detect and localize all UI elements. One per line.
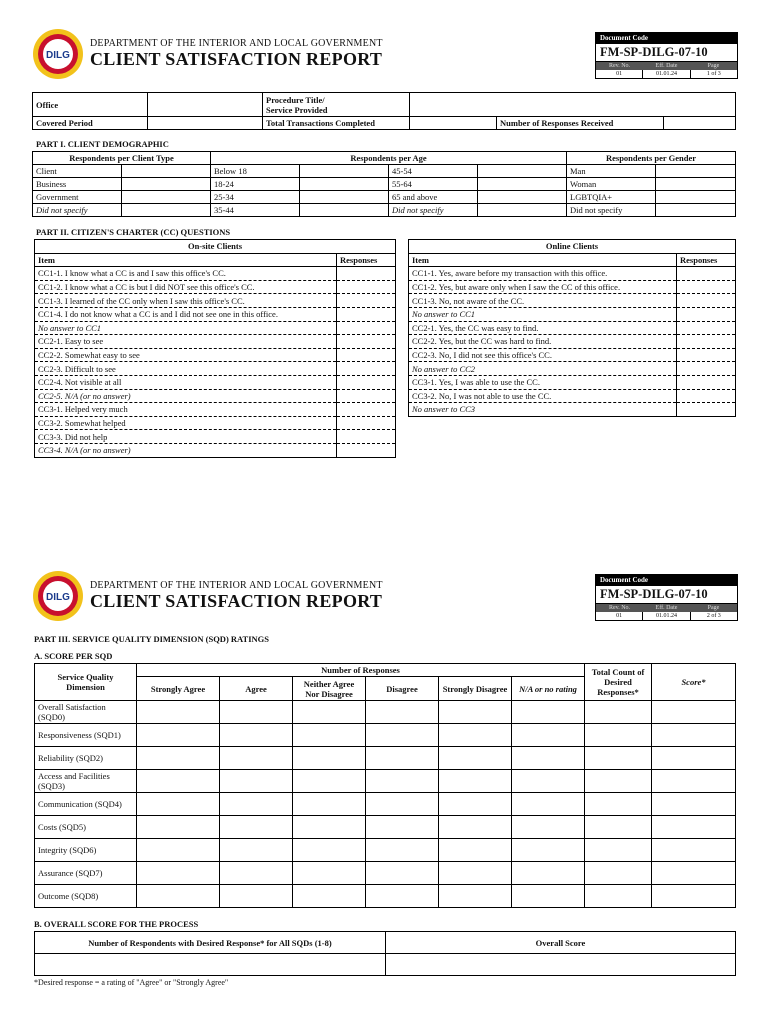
table-row [33, 165, 736, 178]
page-1 [0, 0, 768, 500]
response-cell[interactable] [293, 862, 366, 885]
age-label: Did not specify [389, 204, 478, 217]
response-cell[interactable] [478, 165, 567, 178]
table-row [35, 793, 736, 816]
table-row [409, 348, 736, 362]
response-cell[interactable] [677, 362, 736, 376]
online-item: CC2-3. No, I did not see this office's CC. [409, 348, 677, 362]
response-cell[interactable] [585, 885, 652, 908]
response-cell[interactable] [366, 885, 439, 908]
table-row [33, 117, 736, 130]
age-label: 45-54 [389, 165, 478, 178]
response-cell[interactable] [337, 416, 396, 430]
response-cell[interactable] [293, 816, 366, 839]
response-cell[interactable] [478, 191, 567, 204]
response-cell[interactable] [366, 793, 439, 816]
onsite-item: CC3-4. N/A (or no answer) [35, 443, 337, 457]
response-cell[interactable] [220, 885, 293, 908]
response-cell[interactable] [137, 793, 220, 816]
response-cell[interactable] [512, 793, 585, 816]
type-label: Government [33, 191, 122, 204]
table-row [409, 389, 736, 403]
page-label: Page [690, 62, 737, 70]
total-value[interactable] [410, 117, 497, 130]
online-item: No answer to CC2 [409, 362, 677, 376]
response-cell[interactable] [585, 816, 652, 839]
table-row [409, 267, 736, 281]
table-row [35, 430, 396, 444]
response-cell[interactable] [337, 375, 396, 389]
doc-code-label: Document Code [596, 33, 737, 44]
table-row [35, 724, 736, 747]
table-row [35, 839, 736, 862]
response-cell[interactable] [677, 321, 736, 335]
response-cell[interactable] [585, 747, 652, 770]
rev-label: Rev. No. [596, 62, 643, 70]
response-cell[interactable] [585, 701, 652, 724]
item-label: Item [409, 253, 677, 267]
response-cell[interactable] [337, 389, 396, 403]
table-row [33, 93, 736, 117]
page-no: 2 of 3 [706, 613, 721, 619]
type-header: Respondents per Client Type [33, 152, 211, 165]
covered-label: Covered Period [33, 117, 148, 130]
response-cell[interactable] [220, 793, 293, 816]
response-cell[interactable] [337, 430, 396, 444]
response-cell[interactable] [677, 348, 736, 362]
response-cell[interactable] [366, 770, 439, 793]
response-cell[interactable] [122, 165, 211, 178]
response-cell[interactable] [652, 839, 736, 862]
response-cell[interactable] [137, 770, 220, 793]
response-cell[interactable] [300, 191, 389, 204]
doc-code: FM-SP-DILG-07-10 [596, 586, 737, 604]
response-cell[interactable] [293, 701, 366, 724]
online-item: CC3-1. Yes, I was able to use the CC. [409, 375, 677, 389]
gender-label: LGBTQIA+ [567, 191, 656, 204]
col-number: Number of Responses [137, 664, 585, 677]
response-cell[interactable] [677, 267, 736, 281]
age-label: 55-64 [389, 178, 478, 191]
response-cell[interactable] [512, 839, 585, 862]
response-cell[interactable] [585, 724, 652, 747]
response-cell[interactable] [366, 724, 439, 747]
response-cell[interactable] [293, 885, 366, 908]
table-row [33, 152, 736, 165]
table-row [35, 389, 396, 403]
response-cell[interactable] [220, 862, 293, 885]
part3-title: PART III. SERVICE QUALITY DIMENSION (SQD) RATINGS [34, 634, 270, 644]
page-2 [0, 560, 768, 1024]
page-label: Page [690, 604, 737, 612]
response-cell[interactable] [220, 770, 293, 793]
table-row [35, 348, 396, 362]
dilg-seal-icon [32, 570, 84, 622]
sqd-row-label: Costs (SQD5) [35, 816, 137, 839]
response-cell[interactable] [137, 839, 220, 862]
online-item: No answer to CC3 [409, 403, 677, 417]
table-row [33, 204, 736, 217]
demographic-table [32, 151, 736, 217]
table-row [35, 307, 396, 321]
table-row [35, 443, 396, 457]
response-cell[interactable] [439, 839, 512, 862]
response-cell[interactable] [337, 443, 396, 457]
response-cell[interactable] [512, 862, 585, 885]
response-cell[interactable] [478, 178, 567, 191]
table-row [35, 816, 736, 839]
response-cell[interactable] [585, 862, 652, 885]
age-label: 25-34 [211, 191, 300, 204]
response-cell[interactable] [300, 204, 389, 217]
table-row [35, 416, 396, 430]
document-code-box [595, 574, 738, 621]
table-row [409, 375, 736, 389]
response-cell[interactable] [656, 178, 736, 191]
table-row [409, 253, 736, 267]
response-cell[interactable] [337, 362, 396, 376]
covered-value[interactable] [148, 117, 263, 130]
part3-sub-a: A. SCORE PER SQD [34, 651, 113, 661]
age-header: Respondents per Age [211, 152, 567, 165]
procedure-value[interactable] [410, 93, 736, 117]
response-cell[interactable] [300, 178, 389, 191]
rev-label: Rev. No. [596, 604, 643, 612]
sqd-row-label: Access and Facilities (SQD3) [35, 770, 137, 793]
age-label: 18-24 [211, 178, 300, 191]
age-label: Below 18 [211, 165, 300, 178]
response-cell[interactable] [137, 885, 220, 908]
onsite-item: CC2-4. Not visible at all [35, 375, 337, 389]
table-row [35, 954, 736, 976]
part2-title: PART II. CITIZEN'S CHARTER (CC) QUESTIONS [36, 227, 231, 237]
overall-score-value[interactable] [386, 954, 736, 976]
response-cell[interactable] [652, 701, 736, 724]
sqd-table [34, 663, 736, 908]
response-cell[interactable] [337, 280, 396, 294]
response-cell[interactable] [137, 724, 220, 747]
response-cell[interactable] [293, 770, 366, 793]
department-name: DEPARTMENT OF THE INTERIOR AND LOCAL GOVERNMENT [90, 580, 383, 591]
sqd-row-label: Overall Satisfaction (SQD0) [35, 701, 137, 724]
table-row [35, 770, 736, 793]
sqd-row-label: Integrity (SQD6) [35, 839, 137, 862]
eff-label: Eff. Date [643, 604, 690, 612]
response-cell[interactable] [220, 839, 293, 862]
table-row [35, 362, 396, 376]
response-cell[interactable] [512, 770, 585, 793]
table-row [35, 862, 736, 885]
overall-table [34, 931, 736, 976]
response-cell[interactable] [585, 793, 652, 816]
onsite-item: CC2-1. Easy to see [35, 335, 337, 349]
onsite-item: CC2-5. N/A (or no answer) [35, 389, 337, 403]
logo-text: DILG [46, 50, 70, 61]
response-cell[interactable] [137, 747, 220, 770]
eff-date: 01.01.24 [643, 612, 690, 620]
response-cell[interactable] [677, 389, 736, 403]
response-cell[interactable] [366, 816, 439, 839]
online-item: CC3-2. No, I was not able to use the CC. [409, 389, 677, 403]
table-row [35, 267, 396, 281]
response-cell[interactable] [366, 747, 439, 770]
responses-label: Responses [677, 253, 736, 267]
response-cell[interactable] [337, 403, 396, 417]
table-row [409, 240, 736, 254]
table-row [35, 885, 736, 908]
response-cell[interactable] [220, 816, 293, 839]
response-cell[interactable] [122, 178, 211, 191]
response-cell[interactable] [366, 839, 439, 862]
response-cell[interactable] [652, 885, 736, 908]
onsite-header: On-site Clients [35, 240, 396, 254]
response-cell[interactable] [439, 885, 512, 908]
overall-respondents-value[interactable] [35, 954, 386, 976]
online-table [408, 239, 736, 417]
table-row [33, 178, 736, 191]
table-row [409, 307, 736, 321]
col-d: Disagree [366, 677, 439, 701]
online-item: CC1-3. No, not aware of the CC. [409, 294, 677, 308]
gender-label: Woman [567, 178, 656, 191]
sqd-row-label: Assurance (SQD7) [35, 862, 137, 885]
gender-label: Did not specify [567, 204, 656, 217]
total-label: Total Transactions Completed [263, 117, 410, 130]
onsite-table [34, 239, 396, 458]
response-cell[interactable] [439, 793, 512, 816]
response-cell[interactable] [220, 747, 293, 770]
onsite-item: No answer to CC1 [35, 321, 337, 335]
response-cell[interactable] [652, 724, 736, 747]
type-label: Did not specify [33, 204, 122, 217]
response-cell[interactable] [337, 267, 396, 281]
response-cell[interactable] [122, 204, 211, 217]
type-label: Client [33, 165, 122, 178]
table-row [35, 701, 736, 724]
response-cell[interactable] [337, 294, 396, 308]
response-cell[interactable] [652, 816, 736, 839]
col-dimension: Service Quality Dimension [35, 664, 137, 701]
office-label: Office [33, 93, 148, 117]
response-cell[interactable] [585, 770, 652, 793]
response-cell[interactable] [656, 191, 736, 204]
response-cell[interactable] [656, 165, 736, 178]
response-cell[interactable] [512, 816, 585, 839]
response-cell[interactable] [137, 816, 220, 839]
response-cell[interactable] [652, 793, 736, 816]
item-label: Item [35, 253, 337, 267]
dilg-seal-icon [32, 28, 84, 80]
onsite-item: CC1-1. I know what a CC is and I saw this office's CC. [35, 267, 337, 281]
table-row [409, 403, 736, 417]
onsite-item: CC3-3. Did not help [35, 430, 337, 444]
online-item: CC2-1. Yes, the CC was easy to find. [409, 321, 677, 335]
office-value[interactable] [148, 93, 263, 117]
response-cell[interactable] [478, 204, 567, 217]
responses-label: Responses [337, 253, 396, 267]
report-title: CLIENT SATISFACTION REPORT [90, 591, 383, 611]
response-cell[interactable] [366, 701, 439, 724]
table-row [409, 294, 736, 308]
response-cell[interactable] [337, 348, 396, 362]
response-cell[interactable] [220, 724, 293, 747]
doc-code: FM-SP-DILG-07-10 [596, 44, 737, 62]
online-item: No answer to CC1 [409, 307, 677, 321]
table-row [35, 294, 396, 308]
table-row [409, 362, 736, 376]
response-cell[interactable] [652, 862, 736, 885]
response-cell[interactable] [512, 885, 585, 908]
footnote: *Desired response = a rating of "Agree" or "Strongly Agree" [34, 978, 229, 987]
response-cell[interactable] [337, 335, 396, 349]
response-cell[interactable] [439, 701, 512, 724]
sqd-row-label: Reliability (SQD2) [35, 747, 137, 770]
table-row [35, 253, 396, 267]
response-cell[interactable] [122, 191, 211, 204]
table-row [35, 280, 396, 294]
age-label: 35-44 [211, 204, 300, 217]
online-item: CC1-1. Yes, aware before my transaction with this office. [409, 267, 677, 281]
age-label: 65 and above [389, 191, 478, 204]
response-cell[interactable] [137, 862, 220, 885]
onsite-item: CC3-2. Somewhat helped [35, 416, 337, 430]
table-row [35, 403, 396, 417]
table-row [33, 191, 736, 204]
rev-no: 01 [596, 612, 643, 620]
col-score: Score* [652, 664, 736, 701]
table-row [409, 280, 736, 294]
sqd-row-label: Outcome (SQD8) [35, 885, 137, 908]
doc-code-label: Document Code [596, 575, 737, 586]
response-cell[interactable] [439, 724, 512, 747]
col-sd: Strongly Disagree [439, 677, 512, 701]
online-item: CC1-2. Yes, but aware only when I saw the CC of this office. [409, 280, 677, 294]
response-cell[interactable] [512, 724, 585, 747]
sqd-row-label: Communication (SQD4) [35, 793, 137, 816]
page-no: 1 of 3 [706, 71, 721, 77]
onsite-item: CC2-2. Somewhat easy to see [35, 348, 337, 362]
table-row [35, 335, 396, 349]
response-cell[interactable] [337, 307, 396, 321]
response-cell[interactable] [220, 701, 293, 724]
table-row [409, 321, 736, 335]
col-n: Neither Agree Nor Disagree [293, 677, 366, 701]
response-cell[interactable] [677, 335, 736, 349]
response-cell[interactable] [512, 747, 585, 770]
table-row [409, 335, 736, 349]
table-row [35, 375, 396, 389]
response-cell[interactable] [293, 747, 366, 770]
response-cell[interactable] [439, 747, 512, 770]
col-total: Total Count of Desired Responses* [585, 664, 652, 701]
table-row [35, 747, 736, 770]
part1-title: PART I. CLIENT DEMOGRAPHIC [36, 139, 169, 149]
response-cell[interactable] [366, 862, 439, 885]
response-cell[interactable] [652, 747, 736, 770]
report-title: CLIENT SATISFACTION REPORT [90, 49, 383, 69]
onsite-item: CC2-3. Difficult to see [35, 362, 337, 376]
response-cell[interactable] [677, 307, 736, 321]
eff-date: 01.01.24 [643, 70, 690, 78]
response-cell[interactable] [652, 770, 736, 793]
sqd-row-label: Responsiveness (SQD1) [35, 724, 137, 747]
eff-label: Eff. Date [643, 62, 690, 70]
response-cell[interactable] [337, 321, 396, 335]
table-row [35, 664, 736, 677]
response-cell[interactable] [677, 294, 736, 308]
col-a: Agree [220, 677, 293, 701]
department-name: DEPARTMENT OF THE INTERIOR AND LOCAL GOVERNMENT [90, 38, 383, 49]
response-cell[interactable] [585, 839, 652, 862]
rev-no: 01 [596, 70, 643, 78]
document-code-box [595, 32, 738, 79]
type-label: Business [33, 178, 122, 191]
info-table [32, 92, 736, 130]
table-row [35, 240, 396, 254]
response-cell[interactable] [677, 375, 736, 389]
response-cell[interactable] [677, 403, 736, 417]
response-cell[interactable] [439, 862, 512, 885]
response-cell[interactable] [300, 165, 389, 178]
gender-header: Respondents per Gender [567, 152, 736, 165]
overall-col2: Overall Score [386, 932, 736, 954]
response-cell[interactable] [677, 280, 736, 294]
part3-sub-b: B. OVERALL SCORE FOR THE PROCESS [34, 919, 199, 929]
logo-text: DILG [46, 592, 70, 603]
col-sa: Strongly Agree [137, 677, 220, 701]
response-cell[interactable] [439, 816, 512, 839]
gender-label: Man [567, 165, 656, 178]
onsite-item: CC1-2. I know what a CC is but I did NOT see this office's CC. [35, 280, 337, 294]
response-cell[interactable] [293, 839, 366, 862]
table-row [35, 932, 736, 954]
col-na: N/A or no rating [512, 677, 585, 701]
onsite-item: CC1-3. I learned of the CC only when I saw this office's CC. [35, 294, 337, 308]
online-item: CC2-2. Yes, but the CC was hard to find. [409, 335, 677, 349]
onsite-item: CC3-1. Helped very much [35, 403, 337, 417]
response-cell[interactable] [512, 701, 585, 724]
overall-col1: Number of Respondents with Desired Response* for All SQDs (1-8) [35, 932, 386, 954]
response-cell[interactable] [293, 724, 366, 747]
response-cell[interactable] [439, 770, 512, 793]
responses-label: Number of Responses Received [497, 117, 664, 130]
response-cell[interactable] [293, 793, 366, 816]
responses-value[interactable] [664, 117, 736, 130]
table-row [35, 321, 396, 335]
procedure-label: Procedure Title/ Service Provided [263, 93, 410, 117]
onsite-item: CC1-4. I do not know what a CC is and I did not see one in this office. [35, 307, 337, 321]
response-cell[interactable] [137, 701, 220, 724]
response-cell[interactable] [656, 204, 736, 217]
online-header: Online Clients [409, 240, 736, 254]
